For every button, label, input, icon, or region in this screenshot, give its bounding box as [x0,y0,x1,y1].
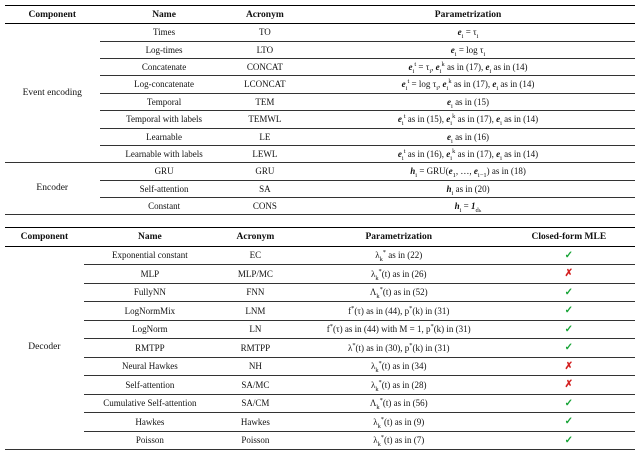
component-cell: Decoder [5,246,84,450]
component-cell: Encoder [5,163,100,215]
header-acronym: Acronym [216,228,295,246]
name-cell: FullyNN [84,283,216,302]
table-row [5,357,635,376]
name-cell: Concatenate [100,59,229,76]
param-cell: $e_i^t$ as in (15), $e_i^k$ as in (17), $e_i$ as in (14) [301,111,635,128]
table-row [5,128,635,145]
table-header-row [5,6,635,24]
header-name: Name [84,228,216,246]
name-cell: Temporal [100,93,229,110]
param-cell: $\lambda_k^*$ as in (22) [295,246,503,265]
table-row [5,265,635,284]
table-row [5,339,635,358]
check-icon: ✓ [564,416,574,428]
check-icon: ✓ [564,342,574,354]
name-cell: Self-attention [100,180,229,197]
acronym-cell: SA [229,180,301,197]
table-row [5,197,635,214]
mle-cell [503,302,635,321]
param-cell: $h_i = 1_{d_h}$ [301,197,635,214]
param-cell: $h_i$ as in (20) [301,180,635,197]
table-row [5,283,635,302]
param-cell: $e_i^t = \tau_i$, $e_i^k$ as in (17), $e_i$ as in (14) [301,59,635,76]
name-cell: GRU [100,163,229,180]
table-row [5,93,635,110]
acronym-cell: GRU [229,163,301,180]
table-row [5,431,635,450]
table-gap [5,215,635,227]
name-cell: Hawkes [84,413,216,432]
name-cell: Cumulative Self-attention [84,394,216,413]
header-component: Component [5,6,100,24]
mle-cell [503,283,635,302]
acronym-cell: LNM [216,302,295,321]
table-row [5,394,635,413]
param-cell: $h_i = GRU(e_1$, …, $e_{i-1}$) as in (18) [301,163,635,180]
check-icon: ✓ [564,286,574,298]
check-icon: ✓ [564,397,574,409]
param-cell: $\lambda_k^*(t)$ as in (28) [295,376,503,395]
name-cell: Poisson [84,431,216,450]
acronym-cell: CONCAT [229,59,301,76]
param-cell: f*(τ) as in (44), p*(k) in (31) [295,302,503,321]
mle-cell [503,413,635,432]
name-cell: Times [100,24,229,41]
cross-icon: ✗ [564,379,574,391]
mle-cell [503,394,635,413]
mle-cell [503,376,635,395]
acronym-cell: LEWL [229,145,301,162]
check-icon: ✓ [564,323,574,335]
acronym-cell: RMTPP [216,339,295,358]
name-cell: Log-times [100,41,229,58]
check-icon: ✓ [564,434,574,446]
acronym-cell: SA/CM [216,394,295,413]
header-name: Name [100,6,229,24]
table-row [5,413,635,432]
acronym-cell: Hawkes [216,413,295,432]
acronym-cell: LCONCAT [229,76,301,93]
acronym-cell: LN [216,320,295,339]
table-row [5,111,635,128]
table-row [5,302,635,321]
name-cell: RMTPP [84,339,216,358]
param-cell: $\lambda_k^*(t)$ as in (9) [295,413,503,432]
name-cell: Log-concatenate [100,76,229,93]
param-cell: $e_i = \tau_i$ [301,24,635,41]
header-closed-form-mle: Closed-form MLE [503,228,635,246]
name-cell: Constant [100,197,229,214]
table-row [5,76,635,93]
acronym-cell: TEM [229,93,301,110]
mle-cell [503,265,635,284]
mle-cell [503,431,635,450]
acronym-cell: TO [229,24,301,41]
name-cell: LogNormMix [84,302,216,321]
cross-icon: ✗ [564,268,574,280]
table-row [5,145,635,162]
name-cell: Self-attention [84,376,216,395]
table-row [5,376,635,395]
table-row [5,24,635,41]
mle-cell [503,320,635,339]
param-cell: $\lambda_k^*(t)$ as in (34) [295,357,503,376]
decoder-table [5,227,635,450]
acronym-cell: NH [216,357,295,376]
param-cell: $\lambda_k^*(t)$ as in (7) [295,431,503,450]
check-icon: ✓ [564,305,574,317]
param-cell: $e_i^t$ as in (16), $e_i^k$ as in (17), $e_i$ as in (14) [301,145,635,162]
param-cell: $e_i = \log \tau_i$ [301,41,635,58]
check-icon: ✓ [564,249,574,261]
acronym-cell: MLP/MC [216,265,295,284]
name-cell: LogNorm [84,320,216,339]
table-row [5,320,635,339]
table-row [5,59,635,76]
acronym-cell: CONS [229,197,301,214]
param-cell: $\lambda_k^*(t)$ as in (26) [295,265,503,284]
param-cell: f*(τ) as in (44) with M = 1, p*(k) in (31) [295,320,503,339]
acronym-cell: LE [229,128,301,145]
table-header-row [5,228,635,246]
mle-cell [503,357,635,376]
mle-cell [503,339,635,358]
header-parametrization: Parametrization [301,6,635,24]
table-row [5,180,635,197]
encoding-encoder-table [5,5,635,215]
param-cell: $e_i$ as in (16) [301,128,635,145]
name-cell: Learnable with labels [100,145,229,162]
mle-cell [503,246,635,265]
name-cell: Temporal with labels [100,111,229,128]
param-cell: $\Lambda_k^*(t)$ as in (56) [295,394,503,413]
name-cell: MLP [84,265,216,284]
name-cell: Exponential constant [84,246,216,265]
header-component: Component [5,228,84,246]
table-row [5,163,635,180]
cross-icon: ✗ [564,360,574,372]
acronym-cell: Poisson [216,431,295,450]
component-cell: Event encoding [5,24,100,163]
header-acronym: Acronym [229,6,301,24]
param-cell: $e_i^t = \log \tau_i$, $e_i^k$ as in (17), $e_i$ as in (14) [301,76,635,93]
param-cell: λ*(t) as in (30), p*(k) in (31) [295,339,503,358]
table-row [5,41,635,58]
param-cell: $\Lambda_k^*(t)$ as in (52) [295,283,503,302]
header-parametrization: Parametrization [295,228,503,246]
param-cell: $e_i$ as in (15) [301,93,635,110]
name-cell: Learnable [100,128,229,145]
acronym-cell: LTO [229,41,301,58]
acronym-cell: EC [216,246,295,265]
acronym-cell: SA/MC [216,376,295,395]
table-row [5,246,635,265]
acronym-cell: TEMWL [229,111,301,128]
name-cell: Neural Hawkes [84,357,216,376]
acronym-cell: FNN [216,283,295,302]
